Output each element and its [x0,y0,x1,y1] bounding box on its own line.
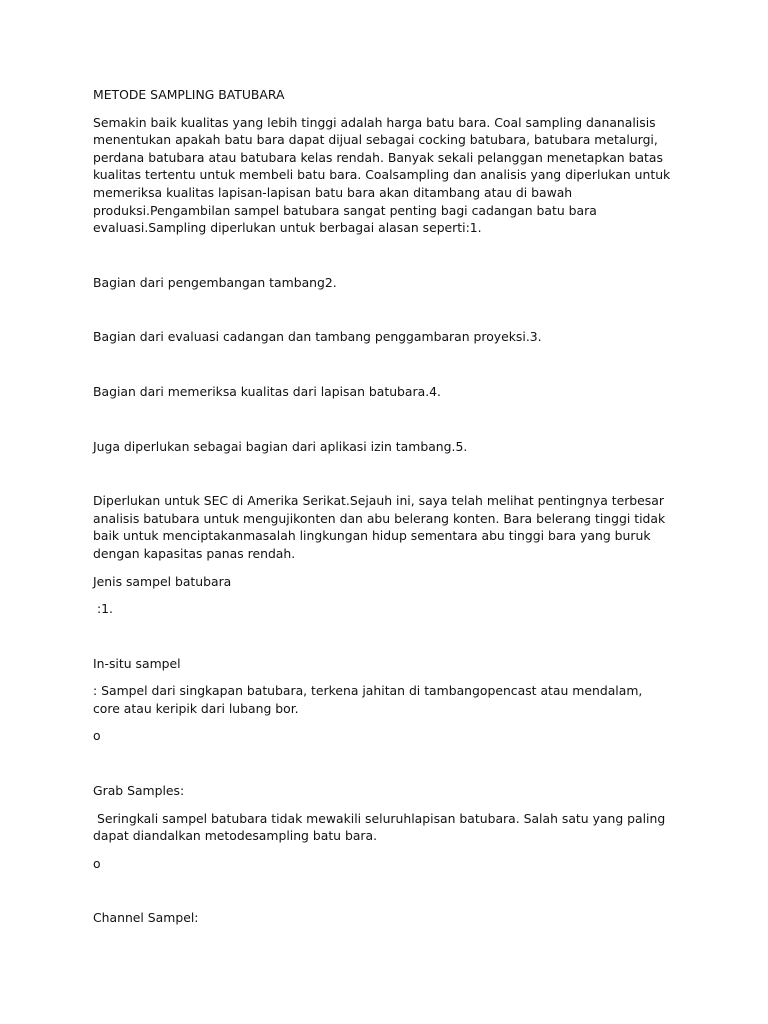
paragraph-grab-samples: Seringkali sampel batubara tidak mewakili seluruhlapisan batubara. Salah satu yang paling dapat diandalkan metodesampling batu bara. [93,810,670,844]
list-marker-1: :1. [93,601,113,617]
paragraph-item-4: Bagian dari memeriksa kualitas dari lapisan batubara.4. [93,383,441,399]
paragraph-item-2: Bagian dari pengembangan tambang2. [93,274,337,290]
paragraph-item-3: Bagian dari evaluasi cadangan dan tambang penggambaran proyeksi.3. [93,329,542,345]
heading-channel-sampel: Channel Sampel: [93,910,199,926]
heading-jenis-sampel: Jenis sampel batubara [93,573,232,589]
document-title: METODE SAMPLING BATUBARA [93,87,285,102]
paragraph-item-5: Juga diperlukan sebagai bagian dari aplikasi izin tambang.5. [93,438,468,454]
paragraph-sec: Diperlukan untuk SEC di Amerika Serikat.Sejauh ini, saya telah melihat pentingnya terbesar analisis batubara untuk mengujikonten dan abu belerang konten. Bara belerang tinggi tidak baik untuk menciptakanmasalah lingkungan hidup sementara abu tinggi bara yang buruk dengan kapasitas panas rendah. [93,493,670,561]
paragraph-in-situ: : Sampel dari singkapan batubara, terkena jahitan di tambangopencast atau mendalam, core atau keripik dari lubang bor. [93,683,647,716]
paragraph-intro: Semakin baik kualitas yang lebih tinggi adalah harga batu bara. Coal sampling dananalisis menentukan apakah batu bara dapat dijual sebagai cocking batubara, batubara metalurgi, perdana batubara atau batubara kelas rendah. Banyak sekali pelanggan menetapkan batas kualitas tertentu untuk membeli batu bara. Coalsampling dan analisis yang diperlukan untuk memeriksa kualitas lapisan-lapisan batu bara akan ditambang atau di bawah produksi.Pengambilan sampel batubara sangat penting bagi cadangan batu bara evaluasi.Sampling diperlukan untuk berbagai alasan seperti:1. [93,114,675,236]
document-body [93,86,673,927]
bullet-o-2: o [93,855,101,871]
heading-grab-samples: Grab Samples: [93,783,185,799]
heading-in-situ: In-situ sampel [93,655,181,671]
bullet-o-1: o [93,728,101,744]
